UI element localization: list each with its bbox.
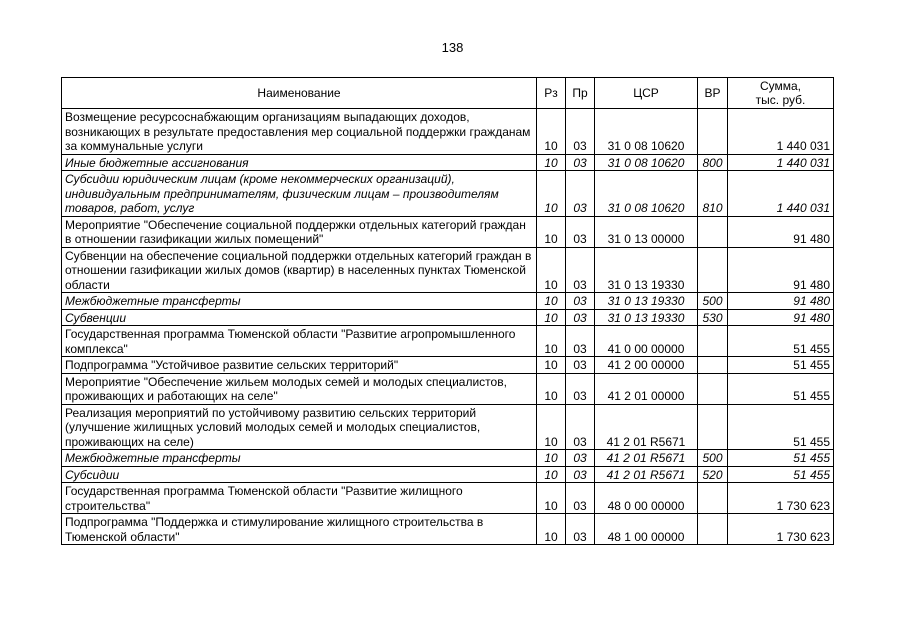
header-name: Наименование <box>62 78 537 109</box>
cell-sum: 51 455 <box>728 466 834 483</box>
cell-csr: 31 0 13 00000 <box>595 216 698 247</box>
cell-vr <box>698 109 728 155</box>
cell-pr: 03 <box>566 450 595 467</box>
cell-rz: 10 <box>537 404 566 450</box>
cell-rz: 10 <box>537 293 566 310</box>
cell-rz: 10 <box>537 466 566 483</box>
table-row <box>62 373 834 404</box>
cell-rz: 10 <box>537 171 566 217</box>
cell-name: Субсидии юридическим лицам (кроме некоммерческих организаций), индивидуальным предпринимателям, физическим лицам – производителям товаров, работ, услуг <box>62 171 537 217</box>
cell-vr: 810 <box>698 171 728 217</box>
cell-name: Субвенции на обеспечение социальной поддержки отдельных категорий граждан в отношении газификации жилых домов (квартир) в населенных пунктах Тюменской области <box>62 247 537 293</box>
table-header-row <box>62 78 834 109</box>
cell-vr <box>698 514 728 545</box>
cell-sum: 51 455 <box>728 357 834 374</box>
header-vr: ВР <box>698 78 728 109</box>
cell-vr: 500 <box>698 293 728 310</box>
cell-pr: 03 <box>566 216 595 247</box>
cell-pr: 03 <box>566 466 595 483</box>
cell-sum: 1 730 623 <box>728 514 834 545</box>
cell-name: Межбюджетные трансферты <box>62 450 537 467</box>
table-row <box>62 154 834 171</box>
cell-name: Реализация мероприятий по устойчивому развитию сельских территорий (улучшение жилищных условий молодых семей и молодых специалистов, проживающих на селе) <box>62 404 537 450</box>
cell-vr <box>698 247 728 293</box>
cell-pr: 03 <box>566 109 595 155</box>
cell-name: Субвенции <box>62 309 537 326</box>
cell-csr: 31 0 08 10620 <box>595 154 698 171</box>
cell-name: Возмещение ресурсоснабжающим организациям выпадающих доходов, возникающих в результате предоставления мер социальной поддержки гражданам за коммунальные услуги <box>62 109 537 155</box>
cell-name: Государственная программа Тюменской области "Развитие агропромышленного комплекса" <box>62 326 537 357</box>
table-row <box>62 466 834 483</box>
table-row <box>62 309 834 326</box>
cell-csr: 41 0 00 00000 <box>595 326 698 357</box>
page-number: 138 <box>441 40 464 55</box>
cell-vr: 800 <box>698 154 728 171</box>
cell-rz: 10 <box>537 514 566 545</box>
cell-sum: 1 440 031 <box>728 154 834 171</box>
header-csr: ЦСР <box>595 78 698 109</box>
cell-csr: 41 2 01 R5671 <box>595 404 698 450</box>
cell-sum: 1 440 031 <box>728 109 834 155</box>
cell-csr: 31 0 13 19330 <box>595 247 698 293</box>
cell-name: Мероприятие "Обеспечение жильем молодых семей и молодых специалистов, проживающих и работающих на селе" <box>62 373 537 404</box>
cell-rz: 10 <box>537 309 566 326</box>
cell-vr <box>698 357 728 374</box>
table-row <box>62 483 834 514</box>
table-row <box>62 450 834 467</box>
cell-rz: 10 <box>537 373 566 404</box>
cell-csr: 48 1 00 00000 <box>595 514 698 545</box>
cell-vr: 520 <box>698 466 728 483</box>
table-row <box>62 171 834 217</box>
table-row <box>62 357 834 374</box>
cell-rz: 10 <box>537 326 566 357</box>
header-rz: Рз <box>537 78 566 109</box>
cell-rz: 10 <box>537 483 566 514</box>
cell-vr <box>698 216 728 247</box>
table-row <box>62 216 834 247</box>
cell-csr: 31 0 08 10620 <box>595 171 698 217</box>
cell-name: Государственная программа Тюменской области "Развитие жилищного строительства" <box>62 483 537 514</box>
cell-sum: 91 480 <box>728 247 834 293</box>
cell-vr: 500 <box>698 450 728 467</box>
cell-vr <box>698 483 728 514</box>
cell-pr: 03 <box>566 247 595 293</box>
cell-csr: 48 0 00 00000 <box>595 483 698 514</box>
cell-sum: 51 455 <box>728 373 834 404</box>
cell-rz: 10 <box>537 247 566 293</box>
cell-csr: 41 2 01 R5671 <box>595 466 698 483</box>
cell-vr <box>698 373 728 404</box>
table-row <box>62 247 834 293</box>
header-sum-line2: тыс. руб. <box>755 93 806 107</box>
cell-sum: 91 480 <box>728 309 834 326</box>
cell-name: Межбюджетные трансферты <box>62 293 537 310</box>
cell-sum: 51 455 <box>728 404 834 450</box>
cell-csr: 31 0 13 19330 <box>595 309 698 326</box>
table-row <box>62 514 834 545</box>
header-sum <box>728 78 834 109</box>
cell-name: Субсидии <box>62 466 537 483</box>
cell-sum: 1 440 031 <box>728 171 834 217</box>
cell-name: Иные бюджетные ассигнования <box>62 154 537 171</box>
table-body <box>62 109 834 545</box>
cell-pr: 03 <box>566 154 595 171</box>
cell-rz: 10 <box>537 154 566 171</box>
table-row <box>62 109 834 155</box>
cell-rz: 10 <box>537 450 566 467</box>
cell-sum: 91 480 <box>728 293 834 310</box>
table-row <box>62 293 834 310</box>
cell-sum: 51 455 <box>728 450 834 467</box>
cell-name: Подпрограмма "Устойчивое развитие сельских территорий" <box>62 357 537 374</box>
header-sum-line1: Сумма, <box>759 78 802 93</box>
cell-vr <box>698 404 728 450</box>
cell-name: Мероприятие "Обеспечение социальной поддержки отдельных категорий граждан в отношении газификации жилых помещений" <box>62 216 537 247</box>
cell-pr: 03 <box>566 326 595 357</box>
cell-pr: 03 <box>566 373 595 404</box>
cell-rz: 10 <box>537 357 566 374</box>
cell-name: Подпрограмма "Поддержка и стимулирование жилищного строительства в Тюменской области" <box>62 514 537 545</box>
cell-sum: 51 455 <box>728 326 834 357</box>
cell-rz: 10 <box>537 109 566 155</box>
cell-pr: 03 <box>566 483 595 514</box>
table-row <box>62 326 834 357</box>
cell-csr: 41 2 00 00000 <box>595 357 698 374</box>
cell-sum: 91 480 <box>728 216 834 247</box>
cell-pr: 03 <box>566 404 595 450</box>
cell-vr: 530 <box>698 309 728 326</box>
cell-pr: 03 <box>566 514 595 545</box>
cell-pr: 03 <box>566 293 595 310</box>
cell-rz: 10 <box>537 216 566 247</box>
budget-table <box>61 77 834 545</box>
cell-pr: 03 <box>566 309 595 326</box>
cell-vr <box>698 326 728 357</box>
table-row <box>62 404 834 450</box>
cell-pr: 03 <box>566 357 595 374</box>
header-pr: Пр <box>566 78 595 109</box>
cell-csr: 31 0 08 10620 <box>595 109 698 155</box>
cell-csr: 41 2 01 00000 <box>595 373 698 404</box>
cell-csr: 31 0 13 19330 <box>595 293 698 310</box>
cell-pr: 03 <box>566 171 595 217</box>
cell-csr: 41 2 01 R5671 <box>595 450 698 467</box>
cell-sum: 1 730 623 <box>728 483 834 514</box>
